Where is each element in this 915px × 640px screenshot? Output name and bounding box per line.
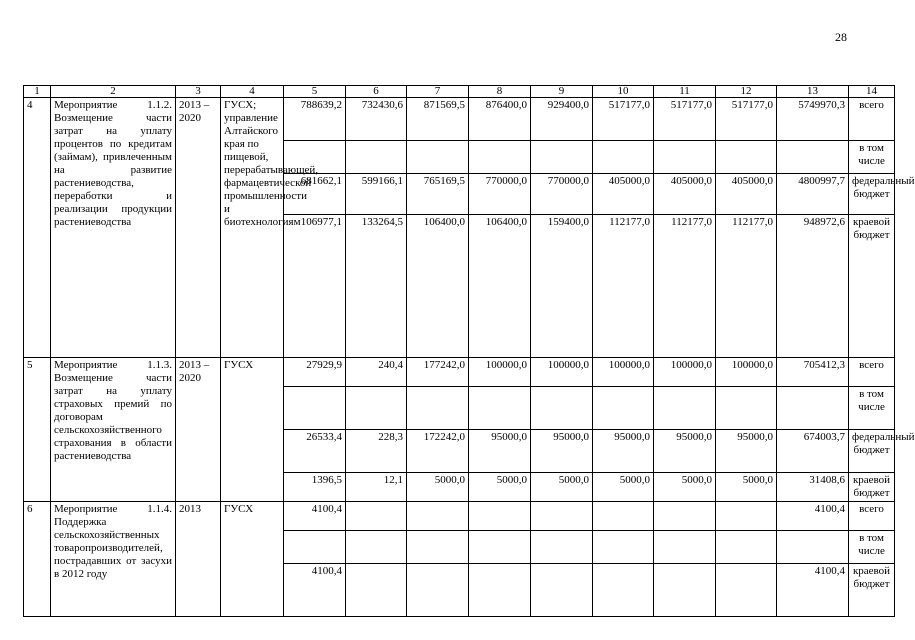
executor-cell: ГУСХ (221, 502, 284, 617)
amount-cell (654, 141, 716, 174)
funding-source-cell: в том числе (849, 141, 895, 174)
amount-cell (654, 502, 716, 531)
funding-source-cell: всего (849, 502, 895, 531)
amount-cell: 4100,4 (777, 564, 849, 617)
amount-cell: 517177,0 (654, 98, 716, 141)
amount-cell (716, 531, 777, 564)
amount-cell: 4100,4 (284, 564, 346, 617)
funding-source-cell: краевой бюджет (849, 564, 895, 617)
amount-cell: 517177,0 (716, 98, 777, 141)
amount-cell: 871569,5 (407, 98, 469, 141)
column-number: 1 (24, 86, 51, 98)
amount-cell: 228,3 (346, 430, 407, 473)
funding-source-cell: всего (849, 358, 895, 387)
column-number: 14 (849, 86, 895, 98)
amount-cell: 681662,1 (284, 174, 346, 215)
amount-cell (777, 387, 849, 430)
amount-cell: 5000,0 (469, 473, 531, 502)
table-row (24, 98, 895, 141)
amount-cell: 12,1 (346, 473, 407, 502)
amount-cell: 112177,0 (654, 215, 716, 358)
amount-cell: 4100,4 (777, 502, 849, 531)
amount-cell: 159400,0 (531, 215, 593, 358)
amount-cell: 100000,0 (469, 358, 531, 387)
amount-cell: 599166,1 (346, 174, 407, 215)
amount-cell: 770000,0 (469, 174, 531, 215)
amount-cell: 517177,0 (593, 98, 654, 141)
column-number: 13 (777, 86, 849, 98)
executor-cell: ГУСХ; управление Алтайского края по пищевой, перерабатывающей, фармацевтической промышленности и биотехнологиям (221, 98, 284, 358)
column-number: 2 (51, 86, 176, 98)
amount-cell: 788639,2 (284, 98, 346, 141)
amount-cell (346, 387, 407, 430)
amount-cell (531, 502, 593, 531)
amount-cell: 4800997,7 (777, 174, 849, 215)
amount-cell (654, 387, 716, 430)
amount-cell (469, 531, 531, 564)
amount-cell (284, 531, 346, 564)
funding-source-cell: федеральный бюджет (849, 430, 895, 473)
column-number-row (24, 86, 895, 98)
amount-cell (469, 502, 531, 531)
funding-source-cell: федеральный бюджет (849, 174, 895, 215)
amount-cell (593, 387, 654, 430)
amount-cell: 4100,4 (284, 502, 346, 531)
amount-cell: 95000,0 (716, 430, 777, 473)
amount-cell: 106977,1 (284, 215, 346, 358)
event-name-cell: Мероприятие 1.1.4. Поддержка сельскохозяйственных товаропроизводителей, пострадавших от засухи в 2012 году (51, 502, 176, 617)
column-number: 8 (469, 86, 531, 98)
amount-cell (777, 531, 849, 564)
amount-cell: 172242,0 (407, 430, 469, 473)
amount-cell: 95000,0 (531, 430, 593, 473)
amount-cell (716, 387, 777, 430)
amount-cell: 100000,0 (716, 358, 777, 387)
funding-source-cell: в том числе (849, 531, 895, 564)
funding-source-cell: краевой бюджет (849, 473, 895, 502)
amount-cell: 26533,4 (284, 430, 346, 473)
amount-cell: 732430,6 (346, 98, 407, 141)
amount-cell (716, 564, 777, 617)
column-number: 12 (716, 86, 777, 98)
funding-table (23, 85, 915, 617)
column-number: 6 (346, 86, 407, 98)
executor-cell: ГУСХ (221, 358, 284, 502)
amount-cell: 95000,0 (469, 430, 531, 473)
amount-cell (346, 564, 407, 617)
amount-cell: 5000,0 (716, 473, 777, 502)
amount-cell: 133264,5 (346, 215, 407, 358)
row-number-cell: 4 (24, 98, 51, 358)
period-cell: 2013 (176, 502, 221, 617)
amount-cell (593, 564, 654, 617)
amount-cell: 31408,6 (777, 473, 849, 502)
amount-cell: 106400,0 (407, 215, 469, 358)
amount-cell (469, 141, 531, 174)
amount-cell (531, 387, 593, 430)
column-number: 3 (176, 86, 221, 98)
funding-source-cell: в том числе (849, 387, 895, 430)
amount-cell: 112177,0 (593, 215, 654, 358)
amount-cell: 876400,0 (469, 98, 531, 141)
amount-cell (469, 564, 531, 617)
amount-cell (346, 531, 407, 564)
amount-cell (654, 564, 716, 617)
amount-cell: 5000,0 (654, 473, 716, 502)
amount-cell (716, 502, 777, 531)
amount-cell (407, 531, 469, 564)
column-number: 11 (654, 86, 716, 98)
amount-cell (593, 531, 654, 564)
column-number: 5 (284, 86, 346, 98)
table-row (24, 358, 895, 387)
amount-cell: 5749970,3 (777, 98, 849, 141)
amount-cell: 405000,0 (593, 174, 654, 215)
amount-cell (531, 531, 593, 564)
amount-cell: 405000,0 (654, 174, 716, 215)
column-number: 4 (221, 86, 284, 98)
amount-cell (407, 502, 469, 531)
amount-cell (716, 141, 777, 174)
amount-cell: 770000,0 (531, 174, 593, 215)
amount-cell (593, 141, 654, 174)
amount-cell: 95000,0 (593, 430, 654, 473)
amount-cell (531, 141, 593, 174)
amount-cell: 5000,0 (531, 473, 593, 502)
column-number: 9 (531, 86, 593, 98)
amount-cell: 106400,0 (469, 215, 531, 358)
event-name-cell: Мероприятие 1.1.2. Возмещение части затрат на уплату процентов по кредитам (займам), привлеченным на развитие растениеводства, переработки и реализации продукции растениеводства (51, 98, 176, 358)
period-cell: 2013 – 2020 (176, 98, 221, 358)
amount-cell (346, 502, 407, 531)
amount-cell: 5000,0 (593, 473, 654, 502)
amount-cell: 95000,0 (654, 430, 716, 473)
amount-cell (346, 141, 407, 174)
amount-cell (777, 141, 849, 174)
event-name-cell: Мероприятие 1.1.3. Возмещение части затрат на уплату страховых премий по договорам сельскохозяйственного страхования в области растениеводства (51, 358, 176, 502)
amount-cell: 765169,5 (407, 174, 469, 215)
amount-cell: 5000,0 (407, 473, 469, 502)
funding-source-cell: краевой бюджет (849, 215, 895, 358)
amount-cell (407, 387, 469, 430)
funding-source-cell: всего (849, 98, 895, 141)
amount-cell (407, 141, 469, 174)
amount-cell: 948972,6 (777, 215, 849, 358)
row-number-cell: 6 (24, 502, 51, 617)
amount-cell: 112177,0 (716, 215, 777, 358)
amount-cell: 929400,0 (531, 98, 593, 141)
amount-cell (407, 564, 469, 617)
amount-cell: 27929,9 (284, 358, 346, 387)
amount-cell (531, 564, 593, 617)
amount-cell (654, 531, 716, 564)
amount-cell: 100000,0 (531, 358, 593, 387)
row-number-cell: 5 (24, 358, 51, 502)
amount-cell: 405000,0 (716, 174, 777, 215)
amount-cell: 240,4 (346, 358, 407, 387)
column-number: 7 (407, 86, 469, 98)
amount-cell (284, 387, 346, 430)
amount-cell: 705412,3 (777, 358, 849, 387)
amount-cell: 100000,0 (654, 358, 716, 387)
page-number: 28 (835, 30, 847, 44)
amount-cell: 1396,5 (284, 473, 346, 502)
period-cell: 2013 – 2020 (176, 358, 221, 502)
amount-cell: 100000,0 (593, 358, 654, 387)
amount-cell: 674003,7 (777, 430, 849, 473)
table-row (24, 502, 895, 531)
amount-cell (469, 387, 531, 430)
amount-cell (593, 502, 654, 531)
amount-cell: 177242,0 (407, 358, 469, 387)
column-number: 10 (593, 86, 654, 98)
